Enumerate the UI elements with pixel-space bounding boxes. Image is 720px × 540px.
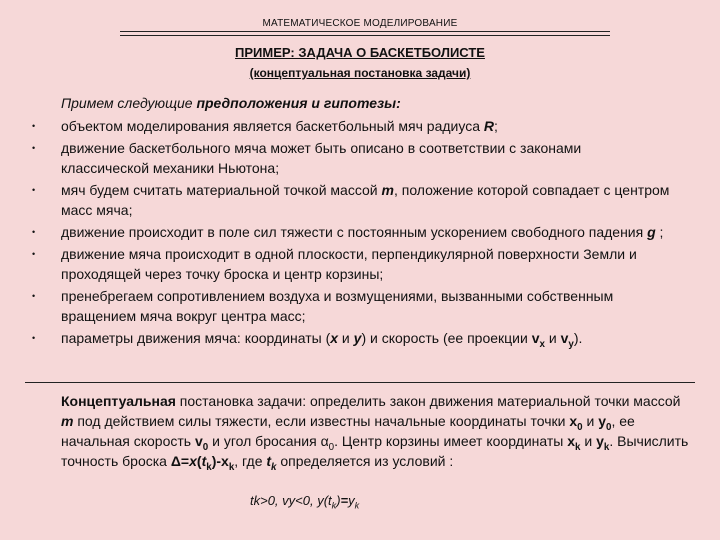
formulation-lead-rest: постановка задачи <box>175 393 303 409</box>
intro-prefix: Примем следующие <box>61 95 197 111</box>
intro-line <box>61 95 401 111</box>
assumption-text: движение баскетбольного мяча может быть описано в соответствии с законами классической механики Ньютона; <box>61 140 582 176</box>
assumption-text: движение мяча происходит в одной плоскости, перпендикулярной поверхности Земли и проходящей через точку броска и центр корзины; <box>61 246 637 282</box>
bullet-icon: • <box>32 121 36 131</box>
assumption-list <box>0 116 720 350</box>
assumption-item <box>0 328 671 348</box>
bullet-icon: • <box>32 185 36 195</box>
formulation-text: : определить закон движения материальной точки массой m под действием силы тяжести, если известны начальные координаты точки $x_0$ и $y_0$, ее начальная скорость $v_0$ и угол бросания $\alpha_0$. Центр корзины имеет координаты $x_k$ и $y_k$. Вычислить точность броска $\Delta=x(t_k)-x_k$, где $t_k$ определяется из условий : <box>61 393 689 473</box>
bullet-icon: • <box>32 143 36 153</box>
header-rule-top <box>120 31 610 32</box>
header-rule-bottom <box>120 35 610 36</box>
assumption-item <box>0 222 671 242</box>
section-divider <box>25 382 695 383</box>
assumption-item <box>0 116 671 136</box>
bullet-icon: • <box>32 333 36 343</box>
formulation-lead-bold: Концептуальная <box>61 393 176 409</box>
conceptual-formulation <box>61 391 691 471</box>
assumption-text: движение происходит в поле сил тяжести с постоянным ускорением свободного падения g ; <box>61 224 664 240</box>
assumption-text: мяч будем считать материальной точкой массой m, положение которой совпадает с центром масс мяча; <box>61 182 670 218</box>
example-subtitle: (концептуальная постановка задачи) <box>249 66 471 80</box>
assumption-item <box>0 244 671 284</box>
boundary-conditions-formula: tk>0, vy<0, $y(t_k)=y_k$ <box>250 493 360 511</box>
assumption-text: параметры движения мяча: координаты (x и y) и скорость (ее проекции $v_x$ и $v_y$). <box>61 330 583 350</box>
header-title: МАТЕМАТИЧЕСКОЕ МОДЕЛИРОВАНИЕ <box>262 18 458 29</box>
bullet-icon: • <box>32 249 36 259</box>
assumption-text: пренебрегаем сопротивлением воздуха и возмущениями, вызванными собственным вращением мяча вокруг центра масс; <box>61 288 614 324</box>
example-title: ПРИМЕР: ЗАДАЧА О БАСКЕТБОЛИСТЕ <box>235 45 485 60</box>
bullet-icon: • <box>32 291 36 301</box>
bullet-icon: • <box>32 227 36 237</box>
assumption-text: объектом моделирования является баскетбольный мяч радиуса R; <box>61 118 498 134</box>
assumption-item <box>0 138 671 178</box>
intro-emphasis: предположения и гипотезы: <box>196 95 401 111</box>
assumption-item <box>0 286 671 326</box>
assumption-item <box>0 180 671 220</box>
